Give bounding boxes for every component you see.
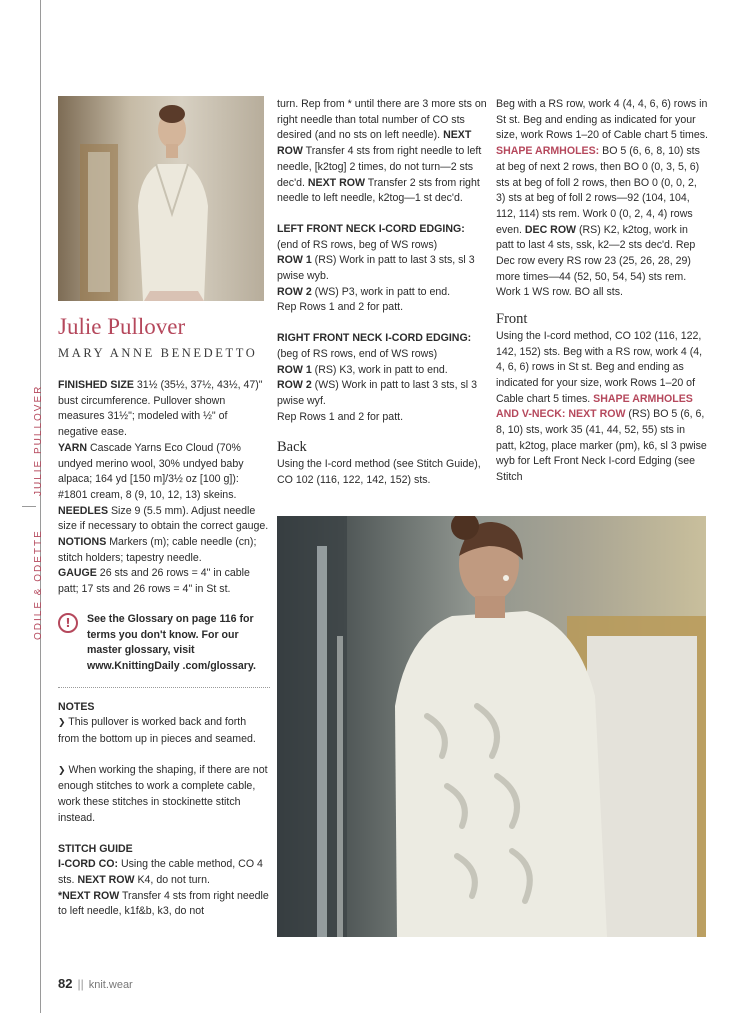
left-front-row-1-text: (RS) Work in patt to last 3 sts, sl 3 pwise wyb. xyxy=(277,254,475,283)
notions-label: NOTIONS xyxy=(58,536,107,549)
right-front-row-2 xyxy=(277,378,487,409)
note-2-text: When working the shaping, if there are not enough stitches to work a complete cable, work these stitches in stockinette stitch instead. xyxy=(58,763,268,824)
middle-column xyxy=(277,97,487,488)
page-number: 82 xyxy=(58,976,73,991)
sidebar-separator xyxy=(22,506,36,507)
back-armholes-text: BO 5 (6, 6, 8, 10) sts at beg of next 2 rows, then BO 0 (0, 3, 5, 6) sts at beg of foll 2 rows, then BO 0 (0, 0, 2, 3) sts at beg of foll 2 rows—92 (104, 104, 112, 114) sts rem. Work 0 (0, 2, 4, 4) rows even. xyxy=(496,145,700,236)
yarn-text: Cascade Yarns Eco Cloud (70% undyed merino wool, 30% undyed baby alpaca; 164 yd [150 m]/3½ oz [100 g]): #1801 cream, 8 (9, 10, 12, 13) skeins. xyxy=(58,441,244,501)
next-row-label: NEXT ROW xyxy=(307,176,365,189)
page-footer xyxy=(58,976,133,991)
notions-paragraph xyxy=(58,535,270,566)
icord-continued-text-b: Transfer 4 sts from right needle to left needle, [k2tog] 2 times, do not turn—2 sts dec'd. xyxy=(277,145,482,189)
note-1-text: This pullover is worked back and forth from the bottom up in pieces and seamed. xyxy=(58,716,256,746)
finished-size-label: FINISHED SIZE xyxy=(58,379,134,391)
front-heading: Front xyxy=(496,311,528,328)
model-photo-back-illustration xyxy=(277,516,706,937)
stitch-guide-heading xyxy=(58,842,270,858)
gauge-text: 26 sts and 26 rows = 4" in cable patt; 17 sts and 26 rows = 4" in St st. xyxy=(58,567,250,596)
gauge-label: GAUGE xyxy=(58,567,97,580)
left-front-edging-heading xyxy=(277,222,487,238)
bullet-icon: ❯ xyxy=(58,718,66,729)
needles-text: Size 9 (5.5 mm). Adjust needle size if necessary to obtain the correct gauge. xyxy=(58,504,269,533)
sidebar-section-label: ODILE & ODETTE xyxy=(33,529,44,640)
needles-label: NEEDLES xyxy=(58,504,109,517)
left-front-repeat: Rep Rows 1 and 2 for patt. xyxy=(277,301,404,314)
row-1-label: ROW 1 xyxy=(277,363,312,376)
front-text: Using the I-cord method, CO 102 (116, 122, 142, 152) sts. Beg with a RS row, work 4 (4, 4, 6, 6) rows in St st. Beg and ending as indicated for your size, work Rows 1–20 of Cable chart 5 times. xyxy=(496,329,703,405)
back-text: Using the I-cord method (see Stitch Guide), CO 102 (116, 122, 142, 152) sts. xyxy=(277,458,481,486)
spacer xyxy=(277,425,487,440)
finished-size-text: 31½ (35½, 37½, 43½, 47)" bust circumference. Pullover shown measures 31½"; modeled with ½" of negative ease. xyxy=(58,379,263,439)
pattern-title: Julie Pullover xyxy=(58,314,186,339)
exclamation-icon: ! xyxy=(58,613,78,633)
back-continued-text: Beg with a RS row, work 4 (4, 4, 6, 6) rows in St st. Beg and ending as indicated for your size, work Rows 1–20 of Cable chart 5 times. xyxy=(496,98,708,142)
dec-row-label: DEC ROW xyxy=(524,223,577,236)
right-front-edging-heading xyxy=(277,331,487,347)
row-2-label: ROW 2 xyxy=(277,285,312,298)
model-photo-back xyxy=(277,516,706,937)
gauge-paragraph xyxy=(58,566,270,597)
front-shaping-text: (RS) BO 5 (6, 6, 8, 10) sts, work 35 (41, 44, 52, 55) sts in patt, k2tog, place marker (pm), k6, sl 3 pwise wyb for Left Front Neck I-cord Edging (see Stitch xyxy=(496,408,707,484)
next-row-label: NEXT ROW xyxy=(277,129,472,158)
stitch-guide-heading-text: STITCH GUIDE xyxy=(58,842,133,855)
back-dec-text: (RS) K2, k2tog, work in patt to last 4 sts, ssk, k2—2 sts dec'd. Rep Dec row every RS row 23 (25, 26, 28, 29) more times—44 (52, 50, 54, 54) sts rem. Work 1 WS row. BO all sts. xyxy=(496,223,696,299)
designer-name: MARY ANNE BENEDETTO xyxy=(58,346,258,360)
left-front-row-2-text: (WS) P3, work in patt to end. xyxy=(311,285,451,298)
icord-continued-text-c: Transfer 2 sts from right needle to left needle, k2tog—1 st dec'd. xyxy=(277,176,480,205)
icord-paragraph xyxy=(58,857,270,920)
left-front-row-2 xyxy=(277,285,487,301)
right-front-row-1 xyxy=(277,363,487,379)
right-front-edging-sub: (beg of RS rows, end of WS rows) xyxy=(277,347,438,360)
model-photo-front-illustration xyxy=(58,96,264,301)
row-2-label: ROW 2 xyxy=(277,379,312,392)
next-row-label: NEXT ROW xyxy=(77,873,135,886)
model-photo-front xyxy=(58,96,264,301)
yarn-paragraph xyxy=(58,441,270,504)
right-front-edging-heading-text: RIGHT FRONT NECK I-CORD EDGING: xyxy=(277,332,472,345)
right-front-repeat: Rep Rows 1 and 2 for patt. xyxy=(277,410,404,423)
right-front-row-1-text: (RS) K3, work in patt to end. xyxy=(311,363,448,376)
icord-text-3: Transfer 4 sts from right needle to left needle, k1f&b, k3, do not xyxy=(58,889,269,918)
icord-label: I-CORD CO: xyxy=(58,858,119,871)
right-column xyxy=(496,97,708,486)
bullet-icon: ❯ xyxy=(58,765,66,776)
needles-paragraph xyxy=(58,504,270,535)
icord-continued-paragraph xyxy=(277,97,487,207)
icord-text-1: Using the cable method, CO 4 sts. xyxy=(58,858,263,886)
notes-heading-text: NOTES xyxy=(58,700,95,713)
shape-armholes-vneck-label: SHAPE ARMHOLES AND V-NECK: NEXT ROW xyxy=(496,392,693,421)
left-front-edging-heading-text: LEFT FRONT NECK I-CORD EDGING: xyxy=(277,222,465,235)
footer-separator: || xyxy=(77,977,84,991)
front-paragraph xyxy=(496,329,708,486)
finished-size-paragraph xyxy=(58,378,270,441)
shape-armholes-label: SHAPE ARMHOLES: xyxy=(496,145,600,158)
spacer xyxy=(277,207,487,222)
back-continued-paragraph xyxy=(496,97,708,301)
left-front-edging-sub: (end of RS rows, beg of WS rows) xyxy=(277,238,438,251)
sidebar-pattern-label: JULIE PULLOVER xyxy=(33,384,44,496)
dotted-divider xyxy=(58,687,270,688)
star-next-row-label: *NEXT ROW xyxy=(58,889,120,902)
note-1 xyxy=(58,715,270,747)
yarn-label: YARN xyxy=(58,441,88,454)
glossary-callout xyxy=(58,612,270,675)
spacer xyxy=(277,316,487,331)
back-heading: Back xyxy=(277,439,307,456)
sidebar-rule xyxy=(40,0,41,1013)
glossary-text: See the Glossary on page 116 for terms you don't know. For our master glossary, visit www.KnittingDaily .com/glossary. xyxy=(87,612,256,672)
spacer xyxy=(58,827,270,842)
row-1-label: ROW 1 xyxy=(277,254,312,267)
icord-continued-text: turn. Rep from * until there are 3 more sts on right needle than total number of CO sts desired (and no sts on left needle). xyxy=(277,98,487,142)
magazine-name: knit.wear xyxy=(88,979,133,991)
icord-text-2: K4, do not turn. xyxy=(134,873,210,886)
notes-heading xyxy=(58,700,270,716)
note-2 xyxy=(58,763,270,827)
notions-text: Markers (m); cable needle (cn); stitch holders; tapestry needle. xyxy=(58,536,257,564)
left-front-row-1 xyxy=(277,253,487,284)
left-column xyxy=(58,378,270,920)
right-front-row-2-text: (WS) Work in patt to last 3 sts, sl 3 pwise wyf. xyxy=(277,379,477,407)
spacer xyxy=(58,748,270,763)
spacer xyxy=(496,301,708,312)
